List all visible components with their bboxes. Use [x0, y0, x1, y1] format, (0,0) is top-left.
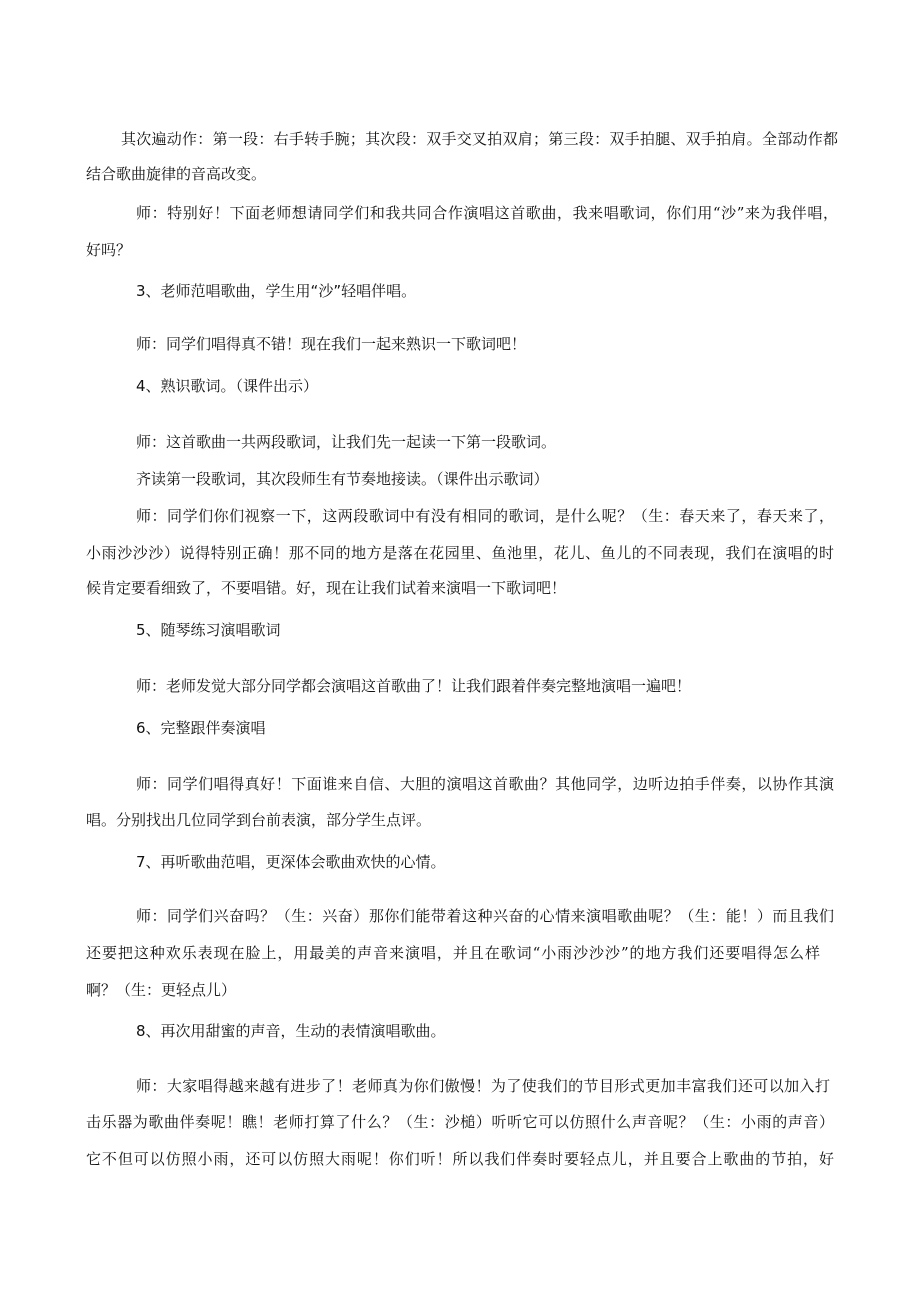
text-line: 师：大家唱得越来越有进步了！老师真为你们傲慢！为了使我们的节目形式更加丰富我们还可以加入打 [136, 1077, 830, 1095]
numbered-heading: 8、再次用甜蜜的声音，生动的表情演唱歌曲。 [136, 1022, 446, 1040]
text-line: 师：这首歌曲一共两段歌词，让我们先一起读一下第一段歌词。 [136, 433, 557, 451]
text-line: 啊？（生：更轻点儿） [86, 981, 237, 999]
text-line: 结合歌曲旋律的音高改变。 [86, 165, 267, 183]
text-line: 还要把这种欢乐表现在脸上，用最美的声音来演唱，并且在歌词“小雨沙沙沙”的地方我们还要唱得怎么样 [86, 944, 820, 962]
text-line: 师：同学们兴奋吗？（生：兴奋）那你们能带着这种兴奋的心情来演唱歌曲呢？（生：能！）而且我们 [136, 907, 834, 925]
text-line: 齐读第一段歌词，其次段师生有节奏地接读。（课件出示歌词） [136, 470, 549, 488]
numbered-heading: 3、老师范唱歌曲，学生用“沙”轻唱伴唱。 [136, 282, 417, 300]
text-line: 师：同学们唱得真不错！现在我们一起来熟识一下歌词吧！ [136, 335, 527, 353]
numbered-heading: 5、随琴练习演唱歌词 [136, 621, 281, 639]
text-line: 小雨沙沙沙）说得特别正确！那不同的地方是落在花园里、鱼池里，花儿、鱼儿的不同表现，我们在演唱的时 [86, 544, 834, 562]
text-line: 候肯定要看细致了，不要唱错。好，现在让我们试着来演唱一下歌词吧！ [86, 579, 567, 597]
text-line: 好吗？ [86, 241, 132, 259]
text-line: 击乐器为歌曲伴奏呢！瞧！老师打算了什么？（生：沙槌）听听它可以仿照什么声音呢？（生：小雨的声音） [86, 1113, 834, 1131]
text-line: 师：特别好！下面老师想请同学们和我共同合作演唱这首歌曲，我来唱歌词，你们用“沙”来为我伴唱， [136, 204, 838, 222]
numbered-heading: 7、再听歌曲范唱，更深体会歌曲欢快的心情。 [136, 853, 446, 871]
text-line: 它不但可以仿照小雨，还可以仿照大雨呢！你们听！所以我们伴奏时要轻点儿，并且要合上歌曲的节拍，好 [86, 1150, 834, 1168]
text-line: 师：同学们你们视察一下，这两段歌词中有没有相同的歌词，是什么呢？（生：春天来了，春天来了， [136, 507, 834, 525]
numbered-heading: 4、熟识歌词。（课件出示） [136, 377, 319, 395]
text-line: 其次遍动作：第一段：右手转手腕；其次段：双手交叉拍双肩；第三段：双手拍腿、双手拍肩。全部动作都 [121, 130, 838, 148]
text-line: 唱。分别找出几位同学到台前表演，部分学生点评。 [86, 811, 432, 829]
numbered-heading: 6、完整跟伴奏演唱 [136, 719, 266, 737]
text-line: 师：老师发觉大部分同学都会演唱这首歌曲了！让我们跟着伴奏完整地演唱一遍吧！ [136, 677, 692, 695]
text-line: 师：同学们唱得真好！下面谁来自信、大胆的演唱这首歌曲？其他同学，边听边拍手伴奏，以协作其演 [136, 775, 834, 793]
